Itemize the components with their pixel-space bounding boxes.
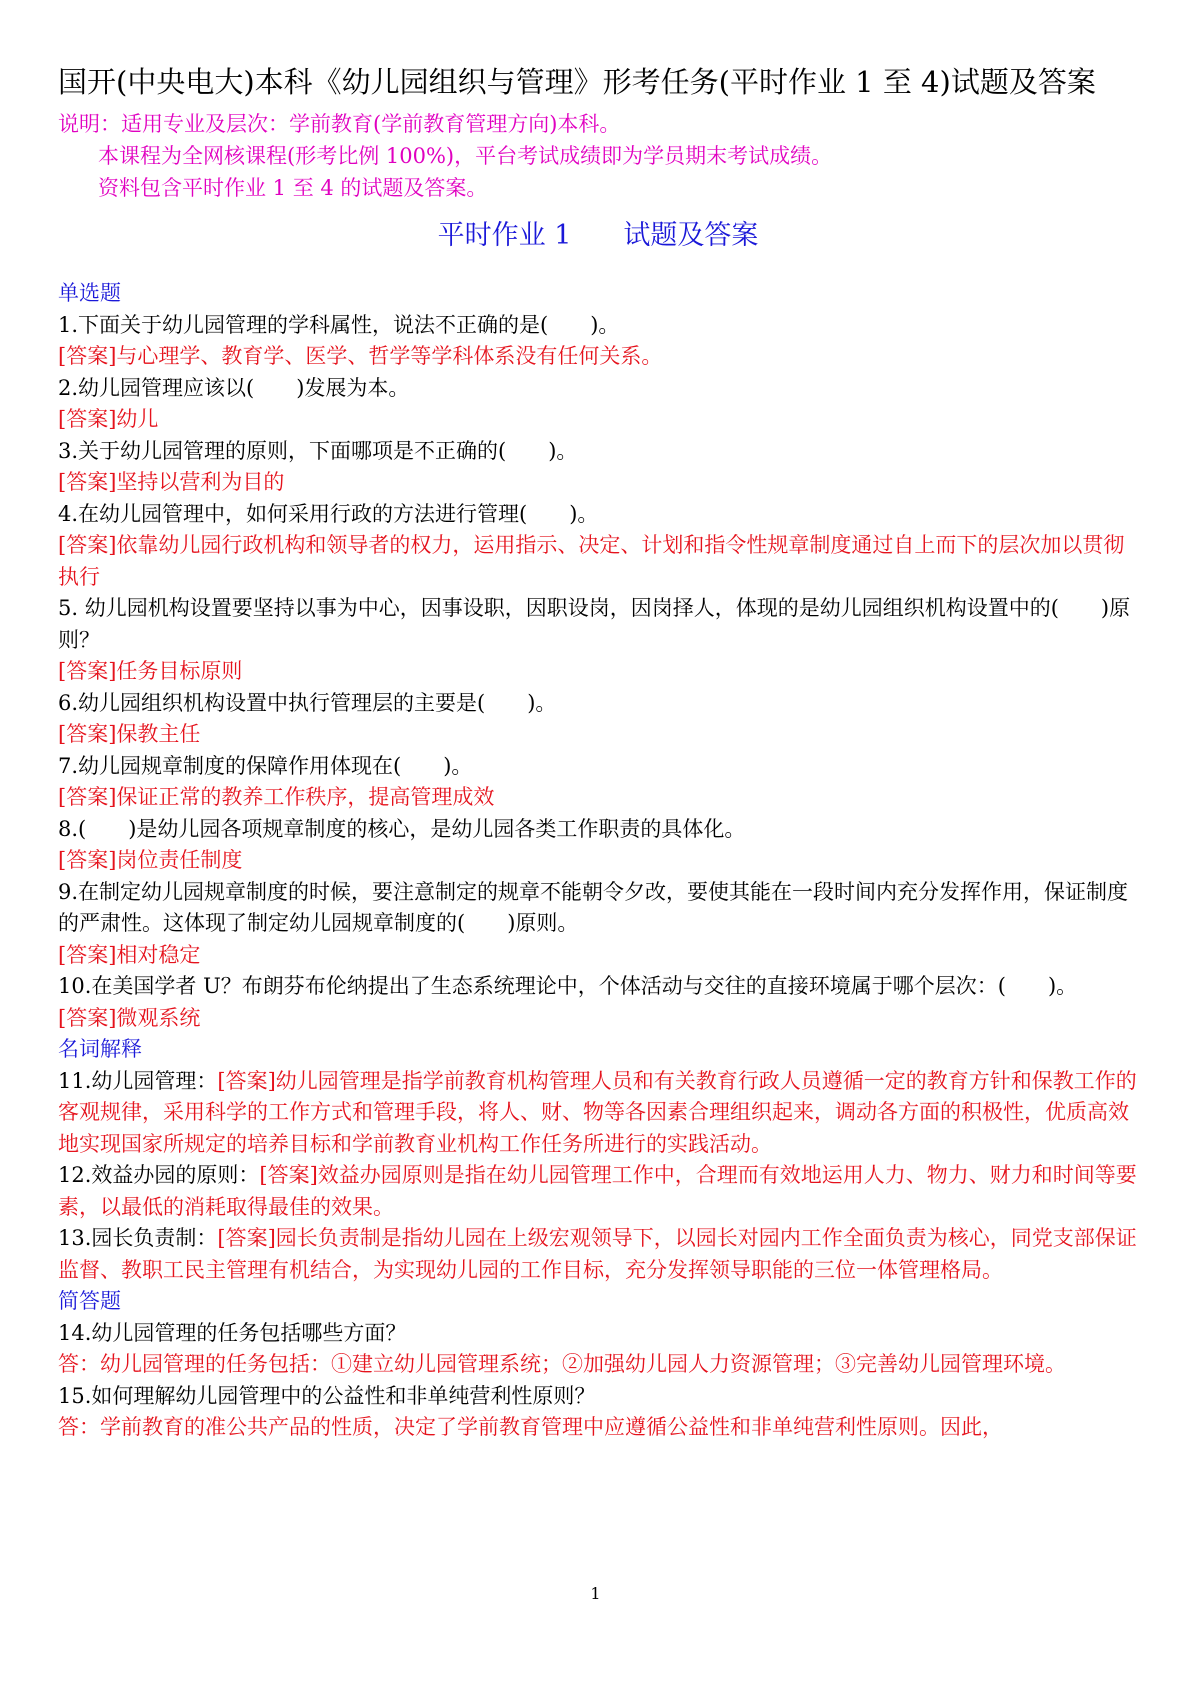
homework-heading <box>58 214 1138 258</box>
answer: [答案]微观系统 <box>58 1005 201 1030</box>
terms-list <box>58 1066 1138 1287</box>
short-answer-list <box>58 1318 1138 1444</box>
homework-heading-part1: 平时作业 1 <box>437 220 572 251</box>
term-label: 11.幼儿园管理： <box>58 1068 218 1093</box>
section-short-answer: 简答题 <box>58 1289 121 1313</box>
term-item <box>58 1160 1138 1223</box>
answer: [答案]与心理学、教育学、医学、哲学等学科体系没有任何关系。 <box>58 344 663 368</box>
answer: [答案]依靠幼儿园行政机构和领导者的权力，运用指示、决定、计划和指令性规章制度通过自上而下的层次加以贯彻执行 <box>58 533 1125 589</box>
answer: [答案]相对稳定 <box>58 942 201 967</box>
note-line-1: 说明：适用专业及层次：学前教育(学前教育管理方向)本科。 <box>58 112 621 136</box>
document-title: 国开(中央电大)本科《幼儿园组织与管理》形考任务(平时作业 1 至 4)试题及答案 <box>58 65 1096 99</box>
term-answer: [答案]园长负责制是指幼儿园在上级宏观领导下，以园长对园内工作全面负责为核心，同党支部保证监督、教职工民主管理有机结合，为实现幼儿园的工作目标，充分发挥领导职能的三位一体管理格局。 <box>58 1226 1137 1282</box>
description-note <box>58 108 1138 204</box>
answer: [答案]保证正常的教养工作秩序，提高管理成效 <box>58 785 495 809</box>
question: 4.在幼儿园管理中，如何采用行政的方法进行管理( )。 <box>58 501 599 526</box>
question: 5. 幼儿园机构设置要坚持以事为中心，因事设职，因职设岗，因岗择人，体现的是幼儿园组织机构设置中的( )原则？ <box>58 596 1131 652</box>
question: 14.幼儿园管理的任务包括哪些方面？ <box>58 1320 407 1345</box>
answer: [答案]幼儿 <box>58 407 159 431</box>
answer: 答：幼儿园管理的任务包括：①建立幼儿园管理系统；②加强幼儿园人力资源管理；③完善幼儿园管理环境。 <box>58 1352 1066 1376</box>
question: 8.( )是幼儿园各项规章制度的核心，是幼儿园各类工作职责的具体化。 <box>58 816 746 841</box>
document-page <box>58 56 1138 1444</box>
answer: 答：学前教育的准公共产品的性质，决定了学前教育管理中应遵循公益性和非单纯营利性原则。因此， <box>58 1415 1003 1439</box>
question: 6.幼儿园组织机构设置中执行管理层的主要是( )。 <box>58 690 557 715</box>
question: 7.幼儿园规章制度的保障作用体现在( )。 <box>58 753 473 778</box>
note-line-3: 资料包含平时作业 1 至 4 的试题及答案。 <box>98 176 488 200</box>
question: 2.幼儿园管理应该以( )发展为本。 <box>58 375 410 400</box>
question: 15.如何理解幼儿园管理中的公益性和非单纯营利性原则？ <box>58 1383 596 1408</box>
homework-heading-part2: 试题及答案 <box>623 220 759 251</box>
term-answer: [答案]幼儿园管理是指学前教育机构管理人员和有关教育行政人员遵循一定的教育方针和保教工作的客观规律，采用科学的工作方式和管理手段，将人、财、物等各因素合理组织起来，调动各方面的积极性，优质高效地实现国家所规定的培养目标和学前教育业机构工作任务所进行的实践活动。 <box>58 1068 1137 1156</box>
answer: [答案]岗位责任制度 <box>58 848 243 872</box>
answer: [答案]保教主任 <box>58 722 201 746</box>
term-item <box>58 1223 1138 1286</box>
term-answer: [答案]效益办园原则是指在幼儿园管理工作中，合理而有效地运用人力、物力、财力和时间等要素，以最低的消耗取得最佳的效果。 <box>58 1163 1137 1219</box>
single-choice-list <box>58 310 1138 1035</box>
term-label: 13.园长负责制： <box>58 1226 218 1250</box>
answer: [答案]坚持以营利为目的 <box>58 470 285 494</box>
page-number: 1 <box>590 1584 601 1603</box>
term-item <box>58 1066 1138 1161</box>
term-label: 12.效益办园的原则： <box>58 1163 260 1187</box>
question: 10.在美国学者 U？布朗芬布伦纳提出了生态系统理论中，个体活动与交往的直接环境属于哪个层次：( )。 <box>58 974 1078 998</box>
question: 1.下面关于幼儿园管理的学科属性，说法不正确的是( )。 <box>58 312 620 337</box>
section-terms: 名词解释 <box>58 1037 142 1061</box>
question: 3.关于幼儿园管理的原则，下面哪项是不正确的( )。 <box>58 438 578 463</box>
question: 9.在制定幼儿园规章制度的时候，要注意制定的规章不能朝令夕改，要使其能在一段时间内充分发挥作用，保证制度的严肃性。这体现了制定幼儿园规章制度的( )原则。 <box>58 879 1129 935</box>
note-line-2: 本课程为全网核课程(形考比例 100%)，平台考试成绩即为学员期末考试成绩。 <box>98 144 833 168</box>
section-single-choice: 单选题 <box>58 281 121 305</box>
answer: [答案]任务目标原则 <box>58 659 243 683</box>
